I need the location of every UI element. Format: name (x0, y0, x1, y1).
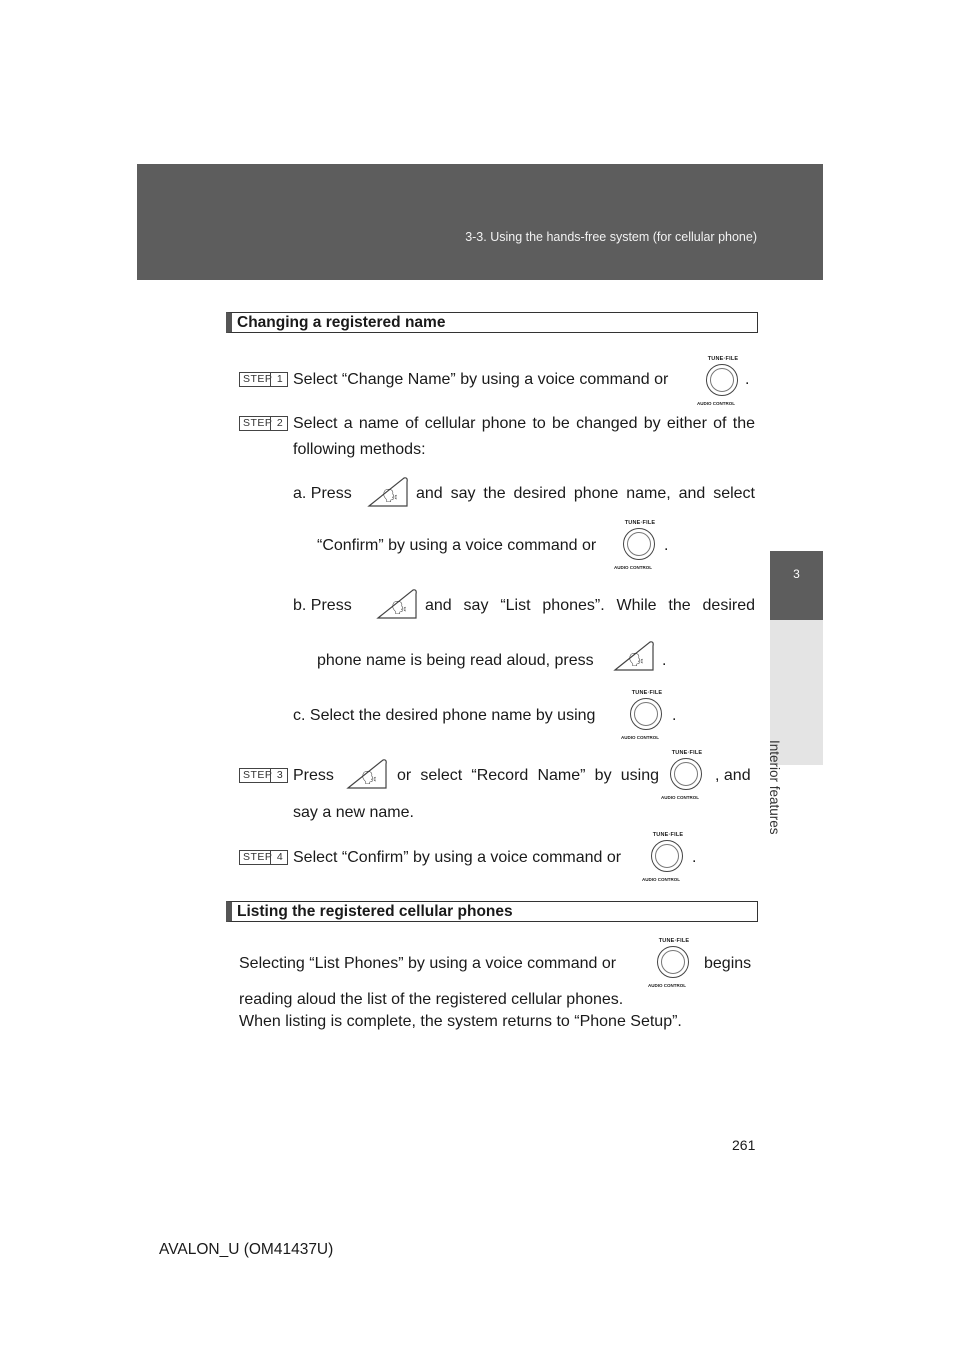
section-heading-list-phones: Listing the registered cellular phones (226, 901, 758, 922)
step-label: STEP (243, 373, 273, 385)
step1-text: Select “Change Name” by using a voice command or (293, 371, 669, 388)
chapter-tab (770, 551, 823, 620)
step-badge-3 (239, 768, 288, 783)
knob-bottom-label: AUDIO CONTROL (621, 735, 659, 740)
chapter-label: Interior features (767, 740, 782, 835)
step-badge-1 (239, 372, 288, 387)
option-b-press: b. Press (293, 597, 352, 614)
chapter-number: 3 (793, 567, 800, 581)
tune-file-knob-icon (642, 832, 697, 882)
step-label: STEP (243, 417, 273, 429)
step-number: 1 (270, 373, 289, 386)
tune-file-knob-icon (697, 356, 749, 406)
talk-switch-icon (345, 758, 389, 792)
option-a-period: . (664, 537, 669, 554)
step2-line1: Select a name of cellular phone to be changed by either of the (293, 415, 755, 432)
step-number: 4 (270, 851, 289, 864)
step3-and: , and (715, 767, 751, 784)
knob-bottom-label: AUDIO CONTROL (697, 401, 735, 406)
step3-text: or select “Record Name” by using (397, 767, 659, 784)
talk-switch-icon (375, 588, 419, 622)
step1-period: . (745, 371, 750, 388)
list-phones-begins: begins (704, 955, 752, 972)
option-a-press: a. Press (293, 485, 352, 502)
step4-text: Select “Confirm” by using a voice command or (293, 849, 622, 866)
option-b-period: . (662, 652, 667, 669)
svg-text:🗣: 🗣 (628, 653, 645, 668)
option-b-line2: phone name is being read aloud, press (317, 652, 594, 669)
option-c-text: c. Select the desired phone name by using (293, 707, 596, 724)
tune-file-knob-icon (621, 690, 673, 740)
chapter-header (137, 164, 823, 280)
knob-top-label: TUNE·FILE (658, 938, 690, 944)
option-b-text: and say “List phones”. While the desired (425, 597, 755, 614)
list-phones-line3: When listing is complete, the system returns to “Phone Setup”. (239, 1013, 682, 1030)
option-a-line2: “Confirm” by using a voice command or (317, 537, 597, 554)
knob-bottom-label: AUDIO CONTROL (661, 795, 699, 800)
step-badge-4 (239, 850, 288, 865)
option-a-text: and say the desired phone name, and select (416, 485, 755, 502)
list-phones-line2: reading aloud the list of the registered cellular phones. (239, 991, 624, 1008)
step-label: STEP (243, 851, 273, 863)
step-number: 3 (270, 769, 289, 782)
tune-file-knob-icon (661, 750, 713, 800)
talk-switch-icon (612, 640, 656, 674)
page-number: 261 (732, 1137, 756, 1153)
knob-bottom-label: AUDIO CONTROL (614, 565, 652, 570)
knob-top-label: TUNE·FILE (707, 356, 739, 362)
talk-switch-icon (366, 476, 410, 510)
option-c-period: . (672, 707, 677, 724)
knob-top-label: TUNE·FILE (671, 750, 703, 756)
document-footer: AVALON_U (OM41437U) (159, 1241, 334, 1258)
svg-text:🗣: 🗣 (391, 601, 408, 616)
knob-bottom-label: AUDIO CONTROL (642, 877, 680, 882)
section-heading-change-name: Changing a registered name (226, 312, 758, 333)
step2-line2: following methods: (293, 441, 426, 458)
svg-text:🗣: 🗣 (361, 771, 378, 786)
step-label: STEP (243, 769, 273, 781)
list-phones-line1: Selecting “List Phones” by using a voice command or (239, 955, 617, 972)
knob-top-label: TUNE·FILE (631, 690, 663, 696)
step3-press: Press (293, 767, 334, 784)
chapter-title: 3-3. Using the hands-free system (for cellular phone) (465, 230, 757, 244)
svg-text:🗣: 🗣 (382, 489, 399, 504)
tune-file-knob-icon (648, 938, 700, 988)
step-badge-2 (239, 416, 288, 431)
knob-bottom-label: AUDIO CONTROL (648, 983, 686, 988)
knob-top-label: TUNE·FILE (652, 832, 684, 838)
knob-top-label: TUNE·FILE (624, 520, 656, 526)
step3-line2: say a new name. (293, 804, 414, 821)
step4-period: . (692, 849, 697, 866)
tune-file-knob-icon (614, 520, 669, 570)
step-number: 2 (270, 417, 289, 430)
